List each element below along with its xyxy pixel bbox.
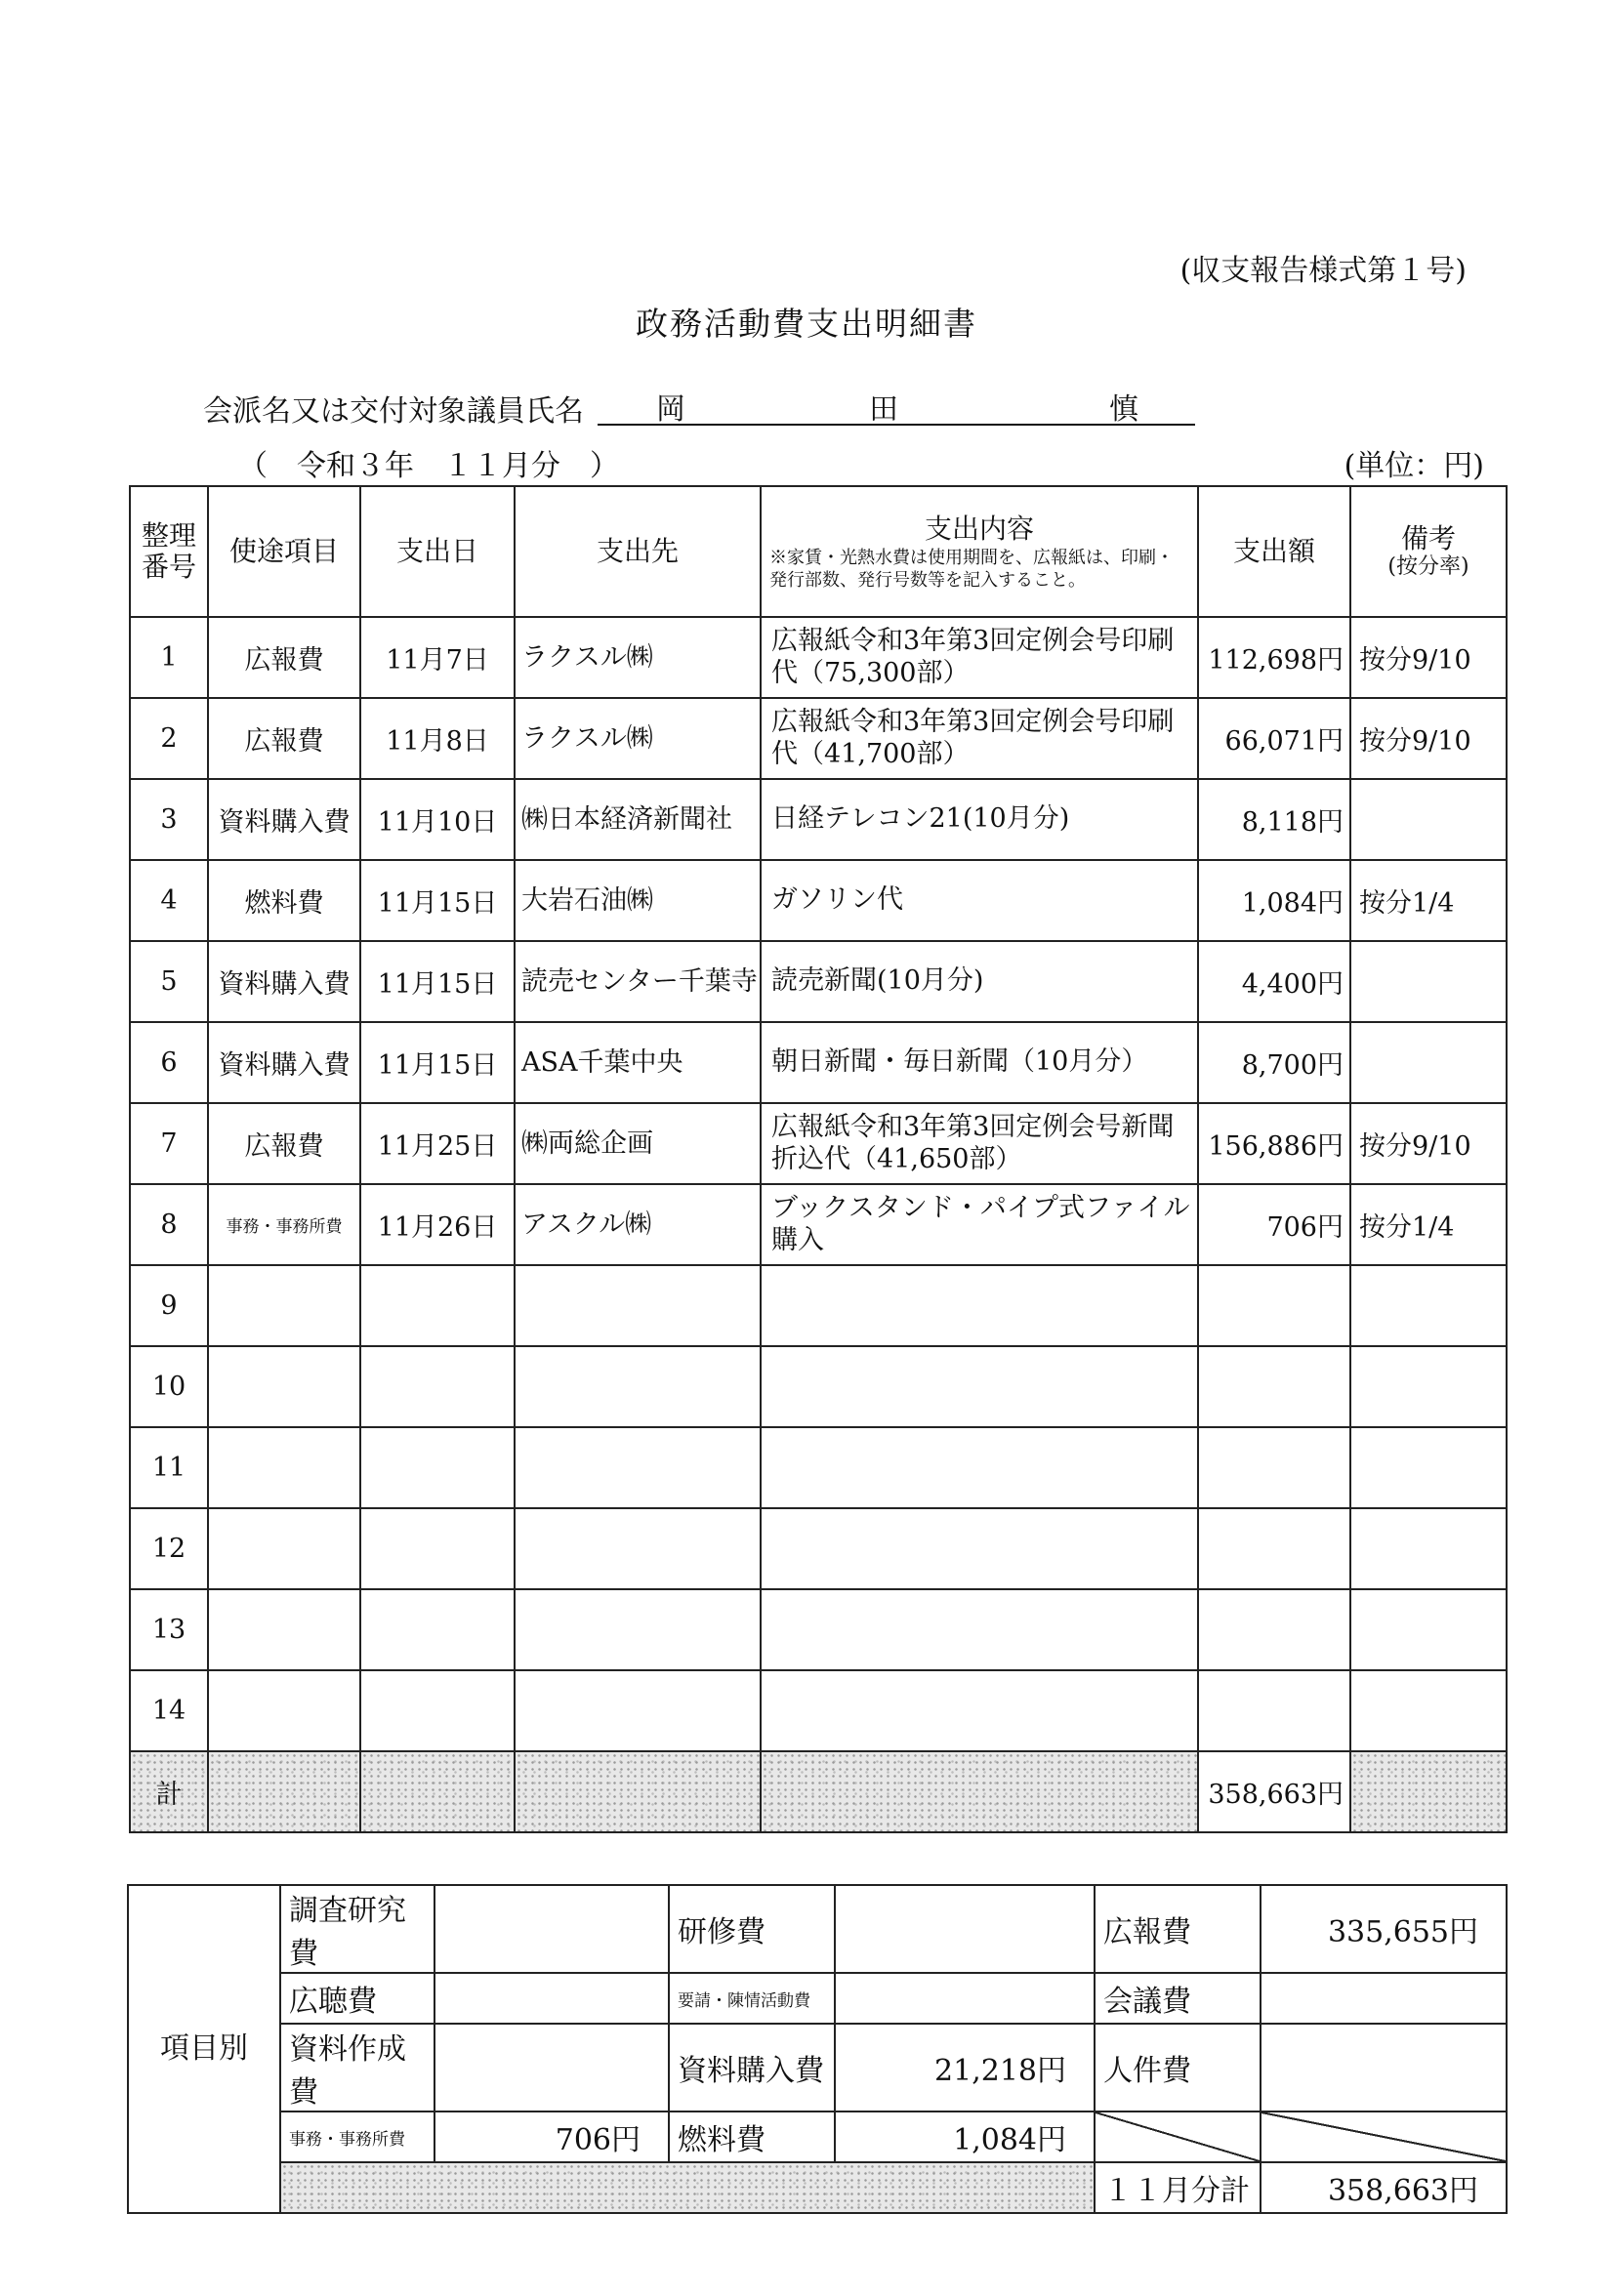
header-amount: 支出額	[1198, 486, 1350, 617]
row-payee	[515, 1427, 761, 1508]
total-filler	[360, 1751, 515, 1832]
row-date: 11月7日	[360, 617, 515, 698]
row-date	[360, 1589, 515, 1670]
row-item: 資料購入費	[208, 779, 360, 860]
row-item: 燃料費	[208, 860, 360, 941]
form-number: (収支報告様式第１号)	[1179, 254, 1467, 288]
row-content: 広報紙令和3年第3回定例会号印刷代（41,700部）	[761, 698, 1198, 779]
row-content: 朝日新聞・毎日新聞（10月分）	[761, 1022, 1198, 1103]
member-name	[598, 385, 1195, 426]
row-remarks	[1350, 1427, 1507, 1508]
summary-value	[835, 1885, 1095, 1973]
row-amount: 156,886円	[1198, 1103, 1350, 1184]
month-total-label: １１月分計	[1095, 2162, 1261, 2213]
row-date: 11月25日	[360, 1103, 515, 1184]
header-content-title: 支出内容	[924, 512, 1034, 545]
row-amount	[1198, 1508, 1350, 1589]
row-number: 8	[130, 1184, 208, 1265]
row-item	[208, 1427, 360, 1508]
row-amount: 4,400円	[1198, 941, 1350, 1022]
summary-value	[434, 2024, 669, 2112]
header-content	[761, 486, 1198, 617]
row-number: 3	[130, 779, 208, 860]
row-amount: 8,700円	[1198, 1022, 1350, 1103]
total-label: 計	[130, 1751, 208, 1832]
row-date: 11月15日	[360, 941, 515, 1022]
row-content: ガソリン代	[761, 860, 1198, 941]
summary-value	[1261, 2024, 1507, 2112]
summary-value	[835, 1973, 1095, 2024]
row-date	[360, 1508, 515, 1589]
member-name-part: 岡	[656, 392, 685, 427]
row-remarks: 按分9/10	[1350, 698, 1507, 779]
row-payee: ラクスル㈱	[515, 698, 761, 779]
member-name-part: 慎	[1109, 392, 1138, 427]
row-remarks: 按分1/4	[1350, 1184, 1507, 1265]
table-row	[130, 1508, 1507, 1589]
row-number: 5	[130, 941, 208, 1022]
row-date: 11月15日	[360, 1022, 515, 1103]
row-remarks	[1350, 779, 1507, 860]
row-content: 日経テレコン21(10月分)	[761, 779, 1198, 860]
row-payee: 読売センター千葉寺	[515, 941, 761, 1022]
table-row	[130, 698, 1507, 779]
header-item: 使途項目	[208, 486, 360, 617]
row-payee	[515, 1265, 761, 1346]
row-amount	[1198, 1427, 1350, 1508]
header-remarks-sub: (按分率)	[1387, 554, 1469, 580]
row-item: 広報費	[208, 617, 360, 698]
row-number: 12	[130, 1508, 208, 1589]
row-content	[761, 1589, 1198, 1670]
member-label: 会派名又は交付対象議員氏名	[203, 394, 584, 429]
summary-label: 資料購入費	[669, 2024, 835, 2112]
row-number: 7	[130, 1103, 208, 1184]
row-payee	[515, 1346, 761, 1427]
row-item	[208, 1508, 360, 1589]
row-payee	[515, 1670, 761, 1751]
row-remarks: 按分9/10	[1350, 1103, 1507, 1184]
row-payee	[515, 1589, 761, 1670]
row-content: 広報紙令和3年第3回定例会号新聞折込代（41,650部）	[761, 1103, 1198, 1184]
expense-table	[129, 485, 1508, 1833]
row-content: 読売新聞(10月分)	[761, 941, 1198, 1022]
table-row	[130, 1427, 1507, 1508]
row-payee: ㈱日本経済新聞社	[515, 779, 761, 860]
summary-label: 広聴費	[280, 1973, 434, 2024]
row-content	[761, 1346, 1198, 1427]
summary-label: 燃料費	[669, 2112, 835, 2162]
category-summary-table	[127, 1884, 1508, 2214]
table-row	[130, 941, 1507, 1022]
row-number: 2	[130, 698, 208, 779]
row-number: 9	[130, 1265, 208, 1346]
row-date	[360, 1265, 515, 1346]
report-period: （ 令和３年 １１月分 ）	[238, 449, 619, 483]
row-remarks	[1350, 1670, 1507, 1751]
summary-value: 21,218円	[835, 2024, 1095, 2112]
row-number: 14	[130, 1670, 208, 1751]
row-remarks	[1350, 941, 1507, 1022]
row-date: 11月15日	[360, 860, 515, 941]
row-item: 資料購入費	[208, 941, 360, 1022]
row-payee: アスクル㈱	[515, 1184, 761, 1265]
summary-label: 会議費	[1095, 1973, 1261, 2024]
header-content-note: ※家賃・光熱水費は使用期間を、広報紙は、印刷・発行部数、発行号数等を記入すること。	[769, 547, 1174, 592]
summary-value: 1,084円	[835, 2112, 1095, 2162]
summary-value: 335,655円	[1261, 1885, 1507, 1973]
row-item: 広報費	[208, 1103, 360, 1184]
table-row	[130, 617, 1507, 698]
row-item: 事務・事務所費	[208, 1184, 360, 1265]
row-content	[761, 1508, 1198, 1589]
row-content	[761, 1427, 1198, 1508]
summary-label: 要請・陳情活動費	[669, 1973, 835, 2024]
table-row	[130, 1346, 1507, 1427]
row-content	[761, 1670, 1198, 1751]
row-remarks: 按分9/10	[1350, 617, 1507, 698]
row-number: 10	[130, 1346, 208, 1427]
row-number: 4	[130, 860, 208, 941]
row-amount	[1198, 1670, 1350, 1751]
header-payee: 支出先	[515, 486, 761, 617]
row-date	[360, 1670, 515, 1751]
row-item	[208, 1265, 360, 1346]
row-content: 広報紙令和3年第3回定例会号印刷代（75,300部）	[761, 617, 1198, 698]
total-amount: 358,663円	[1198, 1751, 1350, 1832]
strike-cell	[1261, 2112, 1507, 2162]
category-label: 項目別	[128, 1885, 280, 2213]
unit-label: (単位：円)	[1344, 449, 1484, 483]
summary-filler	[280, 2162, 1095, 2213]
row-date: 11月10日	[360, 779, 515, 860]
page-title: 政務活動費支出明細書	[636, 305, 977, 343]
row-item	[208, 1346, 360, 1427]
row-remarks	[1350, 1265, 1507, 1346]
table-row	[130, 1265, 1507, 1346]
row-remarks	[1350, 1022, 1507, 1103]
summary-label: 広報費	[1095, 1885, 1261, 1973]
table-row	[130, 1589, 1507, 1670]
member-name-part: 田	[869, 392, 898, 427]
row-payee: ASA千葉中央	[515, 1022, 761, 1103]
header-remarks	[1350, 486, 1507, 617]
row-remarks	[1350, 1589, 1507, 1670]
table-row	[130, 1670, 1507, 1751]
row-date	[360, 1427, 515, 1508]
row-amount	[1198, 1346, 1350, 1427]
summary-label: 事務・事務所費	[280, 2112, 434, 2162]
row-amount	[1198, 1589, 1350, 1670]
summary-value	[434, 1885, 669, 1973]
summary-value	[434, 1973, 669, 2024]
row-amount: 706円	[1198, 1184, 1350, 1265]
summary-label: 研修費	[669, 1885, 835, 1973]
row-remarks	[1350, 1346, 1507, 1427]
row-remarks	[1350, 1508, 1507, 1589]
row-payee: ラクスル㈱	[515, 617, 761, 698]
row-number: 13	[130, 1589, 208, 1670]
header-date: 支出日	[360, 486, 515, 617]
table-row	[130, 1103, 1507, 1184]
row-item: 資料購入費	[208, 1022, 360, 1103]
row-payee	[515, 1508, 761, 1589]
row-amount: 66,071円	[1198, 698, 1350, 779]
row-remarks: 按分1/4	[1350, 860, 1507, 941]
total-filler	[515, 1751, 761, 1832]
row-date: 11月8日	[360, 698, 515, 779]
row-amount	[1198, 1265, 1350, 1346]
row-payee: 大岩石油㈱	[515, 860, 761, 941]
strike-cell	[1095, 2112, 1261, 2162]
total-filler	[761, 1751, 1198, 1832]
row-item: 広報費	[208, 698, 360, 779]
row-amount: 8,118円	[1198, 779, 1350, 860]
row-number: 11	[130, 1427, 208, 1508]
summary-label: 資料作成費	[280, 2024, 434, 2112]
table-row	[130, 1184, 1507, 1265]
row-date: 11月26日	[360, 1184, 515, 1265]
row-item	[208, 1670, 360, 1751]
row-amount: 1,084円	[1198, 860, 1350, 941]
table-row	[130, 779, 1507, 860]
row-number: 6	[130, 1022, 208, 1103]
row-date	[360, 1346, 515, 1427]
month-total-value: 358,663円	[1261, 2162, 1507, 2213]
row-content	[761, 1265, 1198, 1346]
summary-value: 706円	[434, 2112, 669, 2162]
header-number: 整理番号	[130, 486, 208, 617]
table-row	[130, 1022, 1507, 1103]
row-item	[208, 1589, 360, 1670]
summary-label: 調査研究費	[280, 1885, 434, 1973]
total-filler	[1350, 1751, 1507, 1832]
header-remarks-title: 備考	[1400, 522, 1456, 555]
row-amount: 112,698円	[1198, 617, 1350, 698]
row-number: 1	[130, 617, 208, 698]
summary-value	[1261, 1973, 1507, 2024]
table-row	[130, 860, 1507, 941]
summary-label: 人件費	[1095, 2024, 1261, 2112]
total-filler	[208, 1751, 360, 1832]
row-content: ブックスタンド・パイプ式ファイル購入	[761, 1184, 1198, 1265]
row-payee: ㈱両総企画	[515, 1103, 761, 1184]
